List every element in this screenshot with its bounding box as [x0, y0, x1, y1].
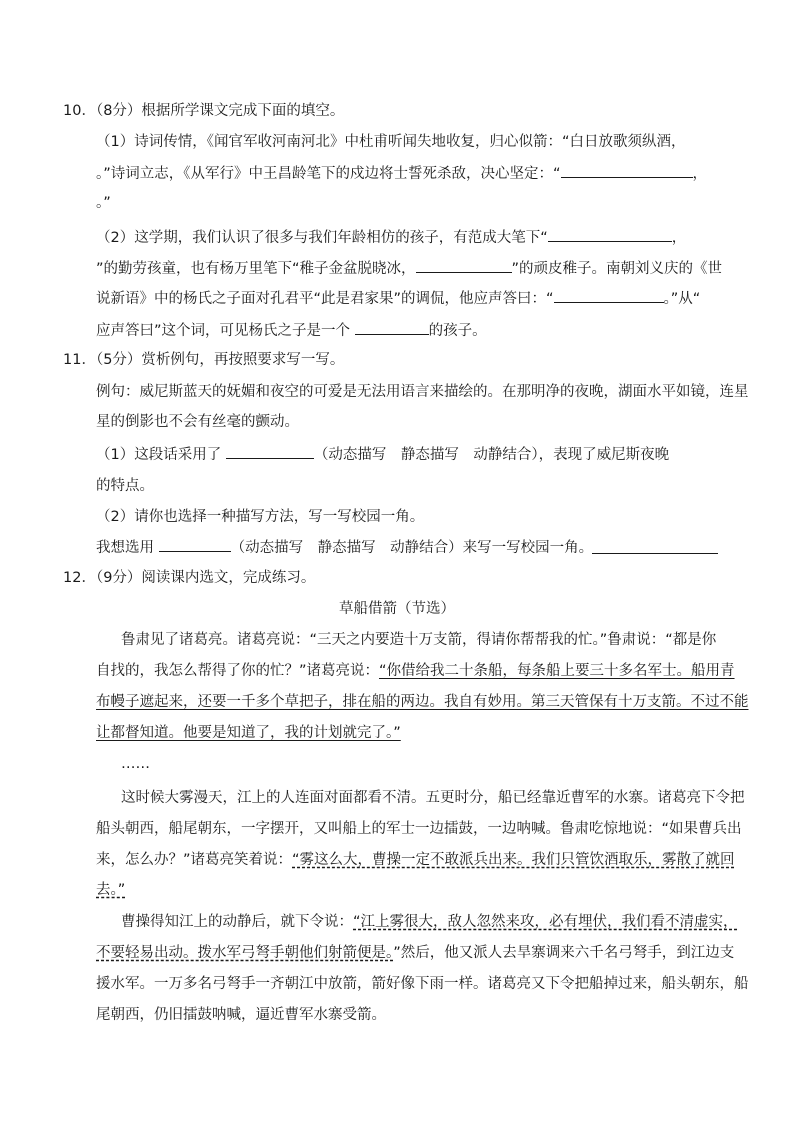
q10-part2-line1-text: （2）这学期，我们认识了很多与我们年龄相仿的孩子，有范成大笔下“: [96, 230, 548, 246]
q10-part2-line3: [96, 288, 700, 308]
passage-para3-line2-text: ”然后，他又派人去旱寨调来六千名弓弩手，到江边支: [393, 945, 735, 961]
q10-part2-line3-end: 。”从“: [663, 291, 701, 307]
q10-part2-line4: [96, 320, 487, 340]
answer-blank[interactable]: [592, 539, 718, 554]
passage-para2-line3: [96, 850, 735, 870]
q10-part2-line4-end: 的孩子。: [428, 323, 487, 339]
q11-part2-line2-end: （动态描写 静态描写 动静结合）来写一写校园一角。: [230, 540, 594, 556]
underlined-quote: 让都督知道。他要是知道了，我的计划就完了。”: [96, 725, 401, 741]
answer-blank[interactable]: [554, 288, 664, 303]
passage-para3-line4: 尾朝西，仍旧擂鼓呐喊，逼近曹军水寨受箭。: [96, 1007, 386, 1023]
q10-part2-line4-text: 应声答曰”这个词，可见杨氏之子是一个: [96, 323, 351, 339]
q12-heading: 12．（9分）阅读课内选文，完成练习。: [63, 570, 316, 586]
q10-part2-line2: [96, 258, 722, 278]
passage-para1-line3: [96, 692, 749, 712]
q10-part1-line2-text: 。”诗词立志，《从军行》中王昌龄笔下的戍边将士誓死杀敌，决心坚定：“: [96, 166, 561, 182]
passage-para1-line4: [96, 723, 401, 743]
q11-example-line2: 星的倒影也不会有丝毫的颤动。: [96, 414, 299, 430]
passage-para2-line4: [96, 880, 125, 900]
q10-part2-line1-end: ，: [671, 230, 687, 246]
passage-para2-line1: 这时候大雾漫天，江上的人连面对面都看不清。五更时分，船已经靠近曹军的水寨。诸葛亮下令把: [121, 790, 745, 806]
q10-heading: 10．（8分）根据所学课文完成下面的填空。: [63, 103, 345, 119]
underlined-quote: 布幔子遮起来，还要一千多个草把子，排在船的两边。我自有妙用。第三天管保有十万支箭。不过不能: [96, 694, 749, 710]
q11-part1-line1: [96, 444, 669, 464]
answer-blank[interactable]: [355, 320, 429, 335]
passage-para3-line2: [96, 943, 734, 963]
passage-para1-line2: [96, 661, 735, 681]
q10-part1-line2: [96, 163, 707, 183]
underlined-quote: “江上雾很大，敌人忽然来攻，必有埋伏，我们看不清虚实，: [353, 914, 738, 930]
answer-blank[interactable]: [416, 258, 512, 273]
passage-para3-line1-text: 曹操得知江上的动静后，就下令说：: [121, 914, 353, 930]
answer-blank[interactable]: [561, 163, 693, 178]
q11-part2-line2: [96, 537, 593, 557]
underlined-quote: 不要轻易出动。拨水军弓弩手朝他们射箭便是。: [96, 945, 394, 961]
q11-part1-line1-end: （动态描写 静态描写 动静结合），表现了威尼斯夜晚: [313, 447, 670, 463]
passage-ellipsis: ……: [121, 756, 150, 772]
underlined-quote: “你借给我二十条船，每条船上要三十多名军士。船用青: [379, 663, 735, 679]
underlined-quote: “雾这么大，曹操一定不敢派兵出来。我们只管饮酒取乐，雾散了就回: [292, 852, 735, 868]
q10-part2-line1: [96, 227, 686, 247]
passage-title: 草船借箭（节选）: [339, 601, 455, 617]
passage-para3-line3: 援水军。一万多名弓弩手一齐朝江中放箭，箭好像下雨一样。诸葛亮又下令把船掉过来，船头朝东，船: [96, 976, 749, 992]
q11-part2-line2-text: 我想选用: [96, 540, 154, 556]
q11-example-line1: 例句：威尼斯蓝天的妩媚和夜空的可爱是无法用语言来描绘的。在那明净的夜晚，湖面水平如镜，连星: [96, 384, 749, 400]
passage-para1-line1: 鲁肃见了诸葛亮。诸葛亮说：“三天之内要造十万支箭，得请你帮帮我的忙。”鲁肃说：“都是你: [121, 632, 717, 648]
q11-part1-line1-text: （1）这段话采用了: [96, 447, 222, 463]
passage-para3-line1: [121, 912, 738, 932]
passage-para2-line3-text: 来，怎么办？”诸葛亮笑着说：: [96, 852, 293, 868]
answer-blank[interactable]: [226, 444, 314, 459]
passage-para1-line2-text: 自找的，我怎么帮得了你的忙？”诸葛亮说：: [96, 663, 380, 679]
q10-part1-line3: 。”: [96, 195, 111, 211]
answer-blank[interactable]: [548, 227, 672, 242]
q11-part1-line2: 的特点。: [96, 478, 154, 494]
q10-part1-line1: （1）诗词传情，《闻官军收河南河北》中杜甫听闻失地收复，归心似箭：“白日放歌须纵酒，: [96, 134, 686, 150]
q10-part2-line3-text: 说新语》中的杨氏之子面对孔君平“此是君家果”的调侃，他应声答曰：“: [96, 291, 554, 307]
q10-part2-line2-text: ”的勤劳孩童，也有杨万里笔下“稚子金盆脱晓冰，: [96, 261, 416, 277]
answer-blank[interactable]: [159, 537, 231, 552]
underlined-quote: 去。”: [96, 882, 126, 898]
q11-part2-line1: （2）请你也选择一种描写方法，写一写校园一角。: [96, 509, 425, 525]
q11-heading: 11．（5分）赏析例句，再按照要求写一写。: [63, 352, 345, 368]
q10-part1-line2-end: ，: [692, 166, 708, 182]
q10-part2-line2-end: ”的顽皮稚子。南朝刘义庆的《世: [511, 261, 723, 277]
passage-para2-line2: 船头朝西，船尾朝东，一字摆开，又叫船上的军士一边擂鼓，一边呐喊。鲁肃吃惊地说：“如果曹兵出: [96, 821, 742, 837]
